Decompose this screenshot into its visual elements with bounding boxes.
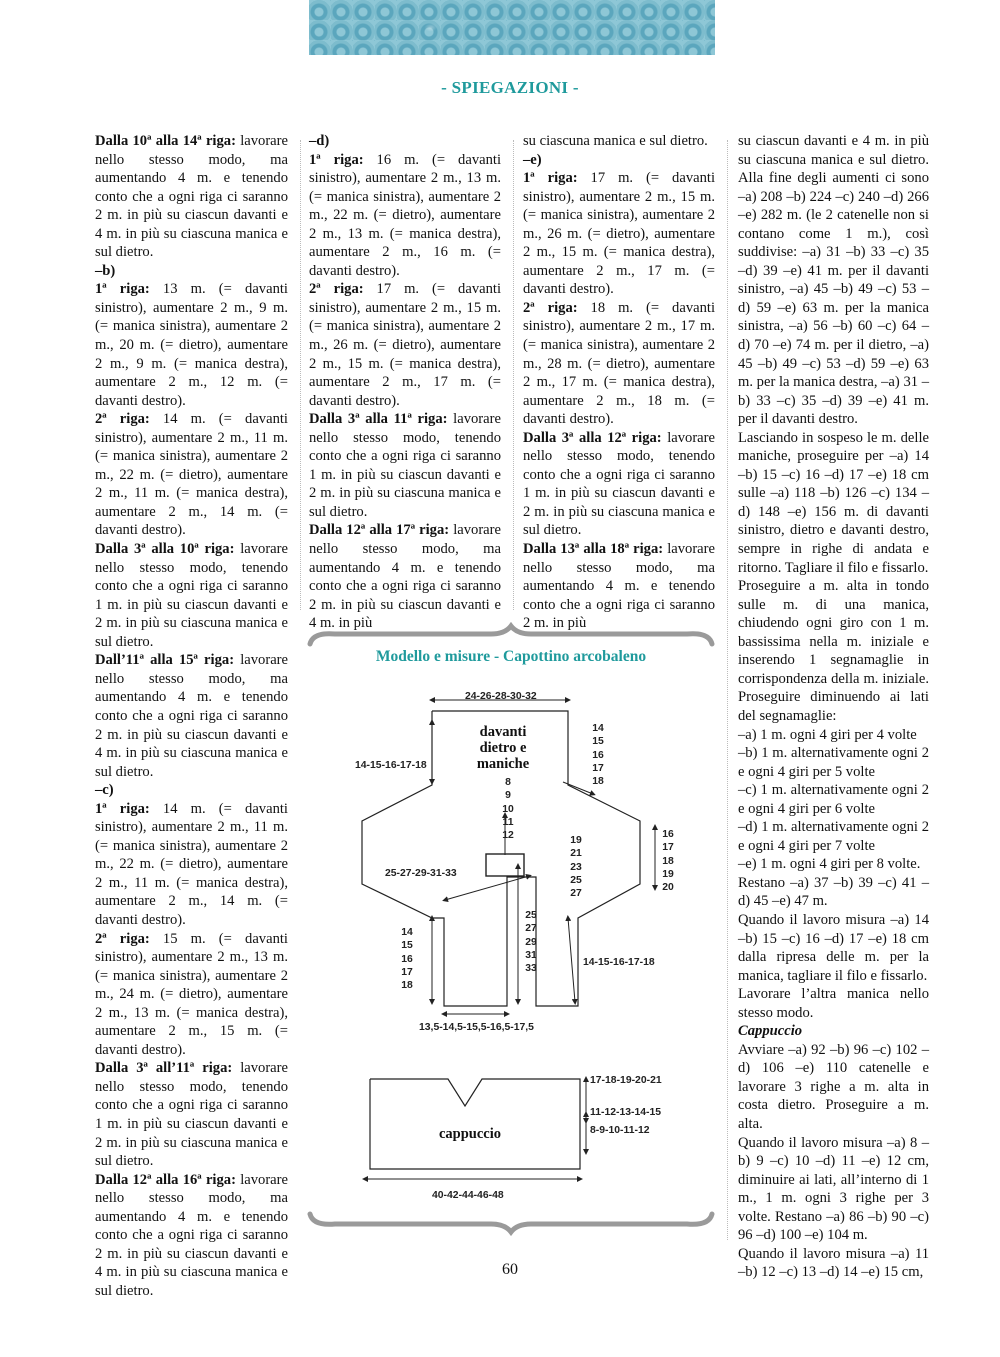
step-text: Lasciando in sospeso le m. delle maniche, proseguire per –a) 14 –b) 15 –c) 16 –d) 17 –e) 18 cm sulle –a) 118 –b) 126 –c) 134 –d) 148 –e) 156 m. di davanti sinistro, dietro e davanti destro, sempre in righe di andata e ritorno. Tagliare il filo e fissarlo. [738,429,929,576]
step-label: 1ª riga: [523,170,578,187]
paragraph [95,781,288,800]
schematic-drawing [305,622,717,1242]
step-text: 17 m. (= davanti sinistro), aumentare 2 m., 15 m. (= manica sinistra), aumentare 2 m., 26 m. (= dietro), aumentare 2 m., 15 m. (= manica destra), aumentare 2 m., 17 m. (= davanti destro). [523,170,716,298]
body-piece-line: dietro e [479,740,527,756]
paragraph [95,800,288,930]
dimension-value: 19 [662,868,674,880]
paragraph [95,930,288,1060]
body-piece-line: maniche [476,756,530,772]
paragraph [738,726,929,745]
body-piece-line: davanti [479,724,527,740]
hood-piece-label: cappuccio [438,1126,502,1142]
step-label: Dalla 12ª alla 17ª riga: [309,522,450,539]
step-text: Avviare –a) 92 –b) 96 –c) 102 –d) 106 –e) 110 catenelle e lavorare 3 righe a m. alta in costa dietro. Proseguire a m. alta. [738,1041,929,1132]
underarm-labels [568,834,584,900]
step-label: –c) [95,782,114,799]
paragraph [309,521,501,632]
dimension-value: 25 [525,910,537,921]
paragraph [738,429,929,577]
step-text: 16 m. (= davanti sinistro), aumentare 2 m., 13 m. (= manica sinistra), aumentare 2 m., 22 m. (= dietro), aumentare 2 m., 13 m. (= manica destra), aumentare 2 m., 16 m. (= davanti destro). [309,151,502,279]
paragraph [738,577,929,725]
step-text: lavorare nello stesso modo, tenendo conto che a ogni riga ci saranno 1 m. in più su ciascun davanti e 2 m. in più su ciascuna manica e sul dietro. [95,1060,288,1170]
shoulder-drop-label: 14-15-16-17-18 [355,760,427,771]
paragraph [523,540,715,633]
body-length-left-labels [399,926,415,992]
body-length-center-labels [523,909,539,975]
body-length-right-label: 14-15-16-17-18 [583,957,655,968]
step-text: 14 m. (= davanti sinistro), aumentare 2 m., 11 m. (= manica sinistra), aumentare 2 m., 22 m. (= dietro), aumentare 2 m., 11 m. (= manica destra), aumentare 2 m., 14 m. (= davanti destro). [95,800,288,928]
dimension-value: 16 [662,829,674,840]
step-label: –e) [523,151,542,168]
step-label: Dalla 12ª alla 16ª riga: [95,1171,236,1188]
cuff-labels [660,828,676,894]
hood-width-label: 40-42-44-46-48 [432,1190,504,1201]
pattern-schematic [305,622,717,1242]
bottom-brace [310,1214,712,1232]
crochet-texture-banner [309,0,715,55]
dimension-value: 29 [525,936,537,948]
step-label: Dall’11ª alla 15ª riga: [95,652,235,669]
paragraph [738,744,929,781]
step-text: lavorare nello stesso modo, ma aumentando 4 m. e tenendo conto che a ogni riga ci saranno 2 m. in più su ciascun davanti e 4 m. in più su ciascuna manica e sul dietro. [95,133,289,261]
dimension-value: 17 [401,966,413,978]
step-label: Dalla 10ª alla 14ª riga: [95,133,236,149]
dimension-value: 9 [505,790,511,802]
dimension-value: 33 [525,963,537,975]
step-text: lavorare nello stesso modo, tenendo conto che a ogni riga ci saranno 1 m. in più su ciascun davanti e 2 m. in più su ciascuna manica e sul dietro. [309,411,501,520]
paragraph [738,855,929,874]
paragraph [523,299,715,429]
step-label: 2ª riga: [95,411,150,428]
column-divider [513,140,514,610]
paragraph [523,132,715,151]
step-text: Restano –a) 37 –b) 39 –c) 41 –d) 45 –e) 47 m. [738,874,929,910]
step-label: Dalla 3ª all’11ª riga: [95,1060,233,1077]
dimension-value: 20 [662,882,674,894]
dimension-value: 16 [592,749,604,761]
paragraph [95,262,288,281]
paragraph [738,1022,929,1041]
paragraph [309,132,501,151]
step-label: –b) [95,262,116,279]
body-piece-label [468,724,538,772]
bottom-width-label: 13,5-14,5-15,5-16,5-17,5 [419,1022,534,1033]
step-text: –c) 1 m. alternativamente ogni 2 e ogni 4 giri per 6 volte [738,782,929,817]
step-label: 2ª riga: [309,281,364,298]
step-label: Dalla 3ª alla 11ª riga: [309,411,448,428]
right-shoulder-labels [590,722,606,788]
paragraph [95,280,288,410]
column-divider [300,140,301,610]
step-label: 1ª riga: [95,800,150,817]
step-text: lavorare nello stesso modo, ma aumentando 4 m. e tenendo conto che a ogni riga ci saranno 2 m. in più [523,541,715,632]
dimension-value: 15 [401,940,413,952]
hood-low-label: 8-9-10-11-12 [590,1125,650,1136]
step-text: Quando il lavoro misura –a) 14 –b) 15 –c) 16 –d) 17 –e) 18 cm dalla ripresa delle m. per la manica, tagliare il filo e fissarlo. [738,911,929,984]
dimension-value: 18 [592,776,604,788]
paragraph [309,410,501,521]
paragraph [309,280,501,410]
paragraph [523,169,715,299]
column-divider [727,140,728,1240]
paragraph [523,429,715,540]
section-title: Cappuccio [738,1023,803,1040]
step-text: lavorare nello stesso modo, tenendo conto che a ogni riga ci saranno 1 m. in più su ciascun davanti e 2 m. in più su ciascuna manica e sul dietro. [523,429,715,539]
paragraph [95,410,288,540]
step-text: su ciascun davanti e 4 m. in più su ciascuna manica e sul dietro. Alla fine degli aumenti ci sono –a) 208 –b) 224 –c) 240 –d) 266 –e) 282 m. (le 2 catenelle non si contano come 1 m.), così suddivise: –a) 31 –b) 33 –c) 35 –d) 39 –e) 41 m. per il davanti sinistro, –a) 45 –b) 49 –c) 53 –d) 59 –e) 63 m. per la manica sinistra, –a) 56 –b) 60 –c) 64 –d) 70 –e) 74 m. per il dietro, –a) 45 –b) 49 –c) 53 –d) 59 –e) 63 m. per la manica destra, –a) 31 –b) 33 –c) 35 –d) 39 –e) 41 m. per il davanti destro. [738,133,929,428]
step-label: 2ª riga: [523,299,578,316]
dimension-value: 18 [401,980,413,992]
dimension-value: 14 [401,927,413,938]
paragraph [95,540,288,651]
step-text: 15 m. (= davanti sinistro), aumentare 2 m., 13 m. (= manica sinistra), aumentare 2 m., 24 m. (= dietro), aumentare 2 m., 13 m. (= manica destra), aumentare 2 m., 15 m. (= davanti destro). [95,930,288,1058]
step-text: –d) 1 m. alternativamente ogni 2 e ogni 4 giri per 7 volte [738,819,929,854]
step-label: 1ª riga: [309,151,364,168]
step-text: 18 m. (= davanti sinistro), aumentare 2 m., 17 m. (= manica sinistra), aumentare 2 m., 28 m. (= dietro), aumentare 2 m., 17 m. (= manica destra), aumentare 2 m., 18 m. (= davanti destro). [523,299,716,428]
step-text: Quando il lavoro misura –a) 8 –b) 9 –c) 10 –d) 11 –e) 12 cm, diminuire ai lati, all’interno di 1 m., 1 m. ogni 3 righe per 3 volte. Restano –a) 86 –b) 90 –c) 96 –d) 100 –e) 104 m. [738,1134,929,1244]
paragraph [738,781,929,818]
step-text: 14 m. (= davanti sinistro), aumentare 2 m., 11 m. (= manica sinistra), aumentare 2 m., 22 m. (= dietro), aumentare 2 m., 11 m. (= manica destra), aumentare 2 m., 14 m. (= davanti destro). [95,411,288,539]
dimension-value: 27 [570,888,582,900]
text-column-2 [309,132,501,633]
step-label: Dalla 3ª alla 10ª riga: [95,541,235,558]
paragraph [738,911,929,985]
figure-title: Modello e misure - Capottino arcobaleno [375,648,647,665]
dimension-value: 16 [401,953,413,965]
step-label: 1ª riga: [95,281,150,298]
page-number: 60 [502,1261,518,1278]
step-label: Dalla 3ª alla 12ª riga: [523,429,662,446]
step-text: –b) 1 m. alternativamente ogni 2 e ogni 4 giri per 5 volte [738,745,929,780]
paragraph [738,985,929,1022]
dimension-value: 27 [525,923,537,935]
step-text: lavorare nello stesso modo, ma aumentando 4 m. e tenendo conto che a ogni riga ci saranno 2 m. in più su ciascun davanti e 4 m. in più su ciascuna manica e sul dietro. [95,1171,289,1299]
paragraph [95,651,288,781]
dimension-value: 23 [570,861,582,873]
paragraph [738,818,929,855]
dimension-value: 8 [505,777,511,788]
dimension-value: 17 [592,762,604,774]
dimension-value: 19 [570,835,582,846]
step-text: Lavorare l’altra manica nello stesso modo. [738,986,929,1021]
text-column-4 [738,132,929,1282]
step-text: lavorare nello stesso modo, tenendo conto che a ogni riga ci saranno 1 m. in più su ciascun davanti e 2 m. in più su ciascuna manica e sul dietro. [95,541,288,650]
step-label: 2ª riga: [95,930,150,947]
dimension-value: 17 [662,842,674,854]
page-heading: - SPIEGAZIONI - [441,78,579,97]
step-text: 17 m. (= davanti sinistro), aumentare 2 m., 15 m. (= manica sinistra), aumentare 2 m., 26 m. (= dietro), aumentare 2 m., 15 m. (= manica destra), aumentare 2 m., 17 m. (= davanti destro). [309,281,502,409]
step-text: 13 m. (= davanti sinistro), aumentare 2 m., 9 m. (= manica sinistra), aumentare 2 m., 20 m. (= dietro), aumentare 2 m., 9 m. (= manica destra), aumentare 2 m., 12 m. (= davanti destro). [95,281,288,409]
text-column-1 [95,132,288,1300]
dimension-value: 11 [502,816,514,828]
paragraph [738,874,929,911]
sleeve-length-label: 25-27-29-31-33 [385,868,457,879]
dimension-value: 21 [570,848,582,860]
paragraph [95,1171,288,1301]
paragraph [738,1041,929,1134]
step-label: Dalla 13ª alla 18ª riga: [523,541,664,558]
step-text: lavorare nello stesso modo, ma aumentando 4 m. e tenendo conto che a ogni riga ci saranno 2 m. in più su ciascun davanti e 4 m. in più su ciascuna manica e sul dietro. [95,652,289,780]
paragraph [523,151,715,170]
dimension-value: 31 [525,949,537,961]
paragraph [738,132,929,429]
top-brace [310,626,712,644]
step-text: Quando il lavoro misura –a) 11 –b) 12 –c) 13 –d) 14 –e) 15 cm, [738,1245,929,1281]
text-column-3 [523,132,715,633]
dimension-value: 12 [502,830,514,842]
hood-top-label: 17-18-19-20-21 [590,1075,662,1086]
hood-outline [370,1079,580,1169]
dimension-value: 14 [592,723,604,734]
dimension-value: 10 [502,803,514,815]
step-text: lavorare nello stesso modo, ma aumentando 4 m. e tenendo conto che a ogni riga ci saranno 2 m. in più su ciascun davanti e 4 m. in più [309,522,501,632]
dimension-value: 25 [570,874,582,886]
paragraph [309,151,501,281]
dimension-value: 15 [592,736,604,748]
step-text: –e) 1 m. ogni 4 giri per 8 volte. [738,856,921,873]
step-text: su ciascuna manica e sul dietro. [523,133,708,149]
dimension-value: 18 [662,855,674,867]
paragraph [95,132,288,262]
neck-depth-labels [500,776,516,842]
step-text: –a) 1 m. ogni 4 giri per 4 volte [738,726,917,743]
hood-mid-label: 11-12-13-14-15 [590,1107,662,1118]
step-label: –d) [309,133,330,149]
top-width-label: 24-26-28-30-32 [465,691,537,702]
step-text: Proseguire a m. alta in tondo sulle m. di una manica, chiudendo ogni giro con 1 m. bassissima nella m. iniziale e inserendo 1 segnamaglie in corrispondenza della m. iniziale. Proseguire diminuendo ai lati del segnamaglie: [738,578,929,724]
paragraph [95,1059,288,1170]
paragraph [738,1134,929,1245]
